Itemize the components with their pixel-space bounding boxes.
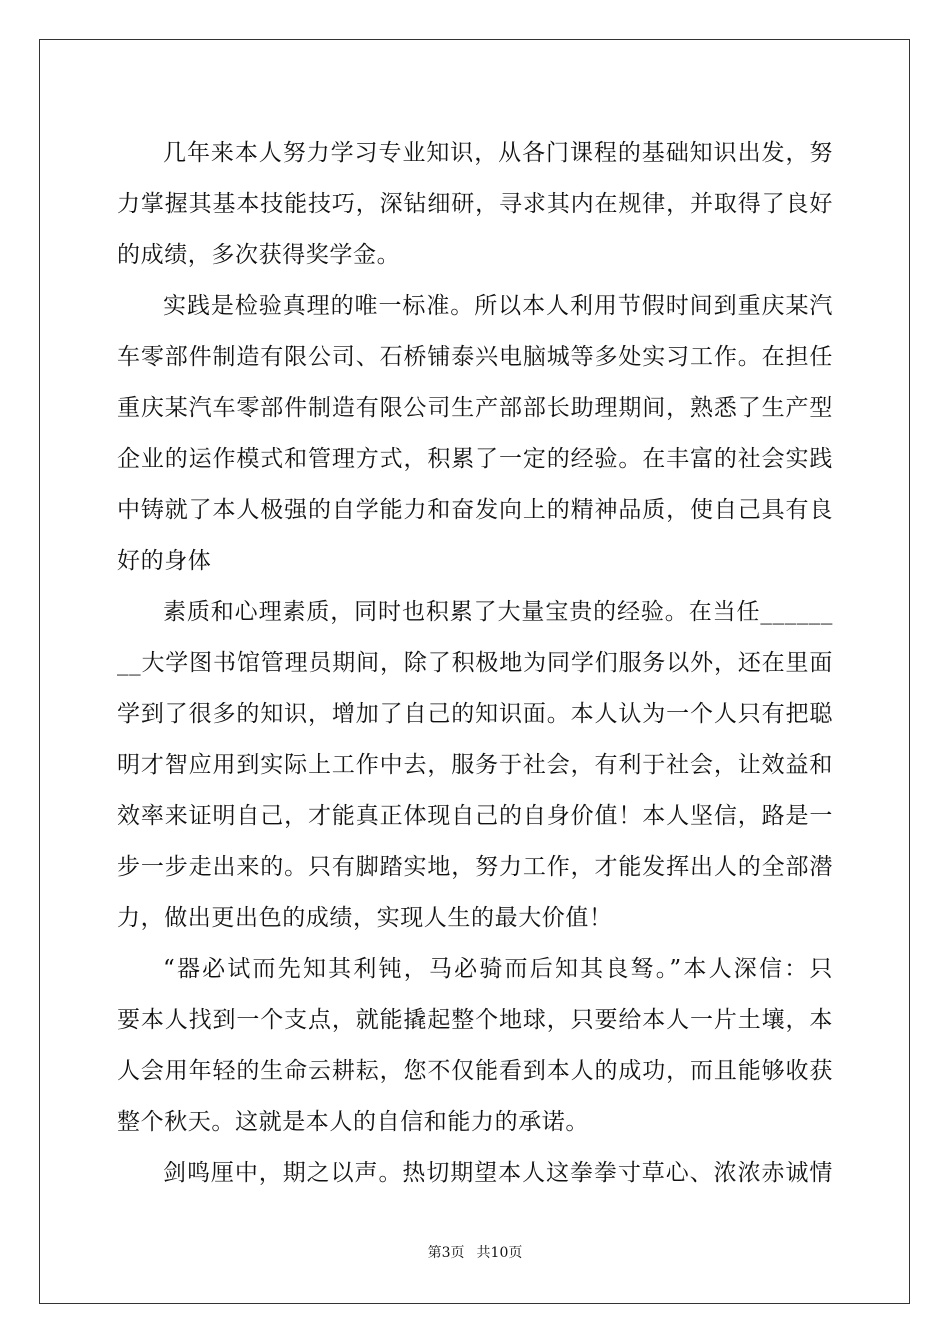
- paragraph-line: 好的身体: [117, 548, 212, 574]
- paragraph-line: 人会用年轻的生命云耕耘，您不仅能看到本人的成功，而且能够收获: [117, 1058, 833, 1084]
- page-footer: [0, 1244, 950, 1262]
- paragraph-line: 明才智应用到实际上工作中去，服务于社会，有利于社会，让效益和: [117, 752, 833, 778]
- paragraph-line: 剑鸣厘中，期之以声。热切期望本人这拳拳寸草心、浓浓赤诚情: [163, 1160, 833, 1186]
- paragraph-line: 实践是检验真理的唯一标准。所以本人利用节假时间到重庆某汽: [163, 293, 833, 319]
- paragraph-line: 几年来本人努力学习专业知识，从各门课程的基础知识出发，努: [163, 140, 833, 166]
- paragraph-line: 中铸就了本人极强的自学能力和奋发向上的精神品质，使自己具有良: [117, 497, 833, 523]
- paragraph-line: 力，做出更出色的成绩，实现人生的最大价值！: [117, 905, 613, 931]
- paragraph-line: 的成绩，多次获得奖学金。: [117, 242, 401, 268]
- paragraph-line: “器必试而先知其利钝，马必骑而后知其良驽。”本人深信：只: [163, 956, 833, 982]
- paragraph-line: 效率来证明自己，才能真正体现自己的自身价值！本人坚信，路是一: [117, 803, 833, 829]
- paragraph-line: 素质和心理素质，同时也积累了大量宝贵的经验。在当任______: [163, 599, 833, 625]
- paragraph-line: 整个秋天。这就是本人的自信和能力的承诺。: [117, 1109, 589, 1135]
- paragraph-line: 力掌握其基本技能技巧，深钻细研，寻求其内在规律，并取得了良好: [117, 191, 833, 217]
- paragraph-line: 车零部件制造有限公司、石桥铺泰兴电脑城等多处实习工作。在担任: [117, 344, 833, 370]
- paragraph-line: 重庆某汽车零部件制造有限公司生产部部长助理期间，熟悉了生产型: [117, 395, 833, 421]
- document-body: [117, 130, 833, 1201]
- page-total: 共10页: [476, 1245, 523, 1261]
- page-number: 第3页: [427, 1245, 465, 1261]
- paragraph-line: __大学图书馆管理员期间，除了积极地为同学们服务以外，还在里面: [117, 650, 833, 676]
- paragraph-line: 步一步走出来的。只有脚踏实地，努力工作，才能发挥出人的全部潜: [117, 854, 833, 880]
- paragraph-line: 学到了很多的知识，增加了自己的知识面。本人认为一个人只有把聪: [117, 701, 833, 727]
- paragraph-line: 企业的运作模式和管理方式，积累了一定的经验。在丰富的社会实践: [117, 446, 833, 472]
- paragraph-line: 要本人找到一个支点，就能撬起整个地球，只要给本人一片土壤，本: [117, 1007, 833, 1033]
